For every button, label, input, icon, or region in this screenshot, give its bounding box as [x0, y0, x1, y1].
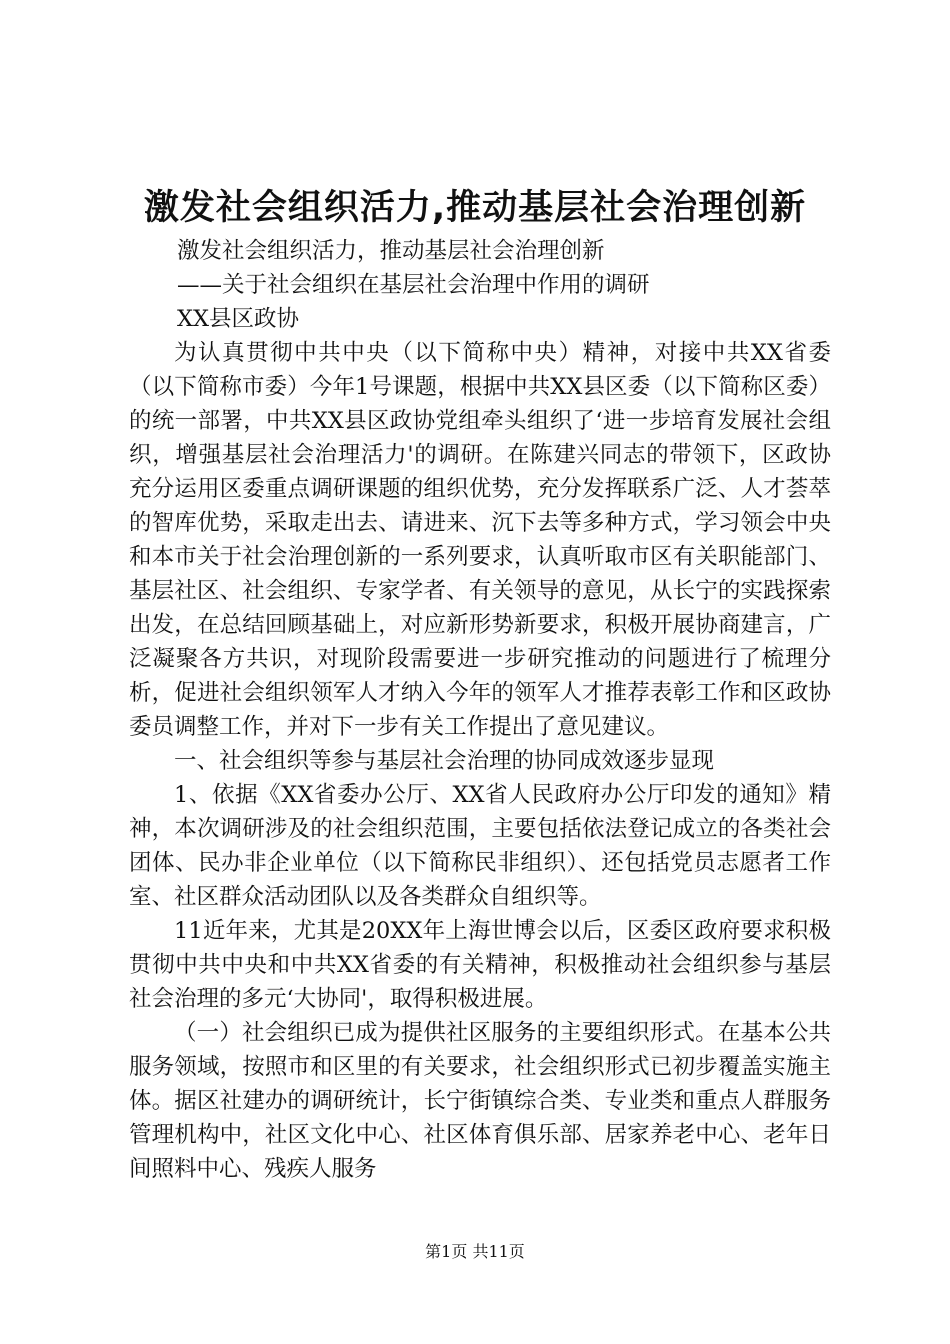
- header-line-subtitle: ——关于社会组织在基层社会治理中作用的调研: [177, 272, 650, 298]
- header-line-author: XX县区政协: [177, 306, 300, 332]
- document-body: [129, 234, 831, 1186]
- header-line-title: 激发社会组织活力，推动基层社会治理创新: [177, 238, 605, 264]
- document-title: 激发社会组织活力,推动基层社会治理创新: [143, 188, 807, 228]
- paragraph: 11近年来，尤其是20XX年上海世博会以后，区委区政府要求积极贯彻中共中央和中共XX省委的有关精神，积极推动社会组织参与基层社会治理的多元‘大协同'，取得积极进展。: [129, 918, 831, 1012]
- paragraph: 为认真贯彻中共中央（以下简称中央）精神，对接中共XX省委（以下简称市委）今年1号课题，根据中共XX县区委（以下简称区委）的统一部署，中共XX县区政协党组牵头组织了‘进一步培育发展社会组织，增强基层社会治理活力'的调研。在陈建兴同志的带领下，区政协充分运用区委重点调研课题的组织优势，充分发挥联系广泛、人才荟萃的智库优势，采取走出去、请进来、沉下去等多种方式，学习领会中央和本市关于社会治理创新的一系列要求，认真听取市区有关职能部门、基层社区、社会组织、专家学者、有关领导的意见，从长宁的实践探索出发，在总结回顾基础上，对应新形势新要求，积极开展协商建言，广泛凝聚各方共识，对现阶段需要进一步研究推动的问题进行了梳理分析，促进社会组织领军人才纳入今年的领军人才推荐表彰工作和区政协委员调整工作，并对下一步有关工作提出了意见建议。: [129, 340, 831, 740]
- section-heading: 一、社会组织等参与基层社会治理的协同成效逐步显现: [174, 748, 715, 774]
- page-number-footer: 第1页 共11页: [425, 1242, 525, 1261]
- paragraph: （一）社会组织已成为提供社区服务的主要组织形式。在基本公共服务领域，按照市和区里的有关要求，社会组织形式已初步覆盖实施主体。据区社建办的调研统计，长宁街镇综合类、专业类和重点人群服务管理机构中，社区文化中心、社区体育俱乐部、居家养老中心、老年日间照料中心、残疾人服务: [129, 1020, 831, 1182]
- paragraph: 1、依据《XX省委办公厅、XX省人民政府办公厅印发的通知》精神，本次调研涉及的社会组织范围，主要包括依法登记成立的各类社会团体、民办非企业单位（以下简称民非组织）、还包括党员志愿者工作室、社区群众活动团队以及各类群众自组织等。: [129, 782, 831, 910]
